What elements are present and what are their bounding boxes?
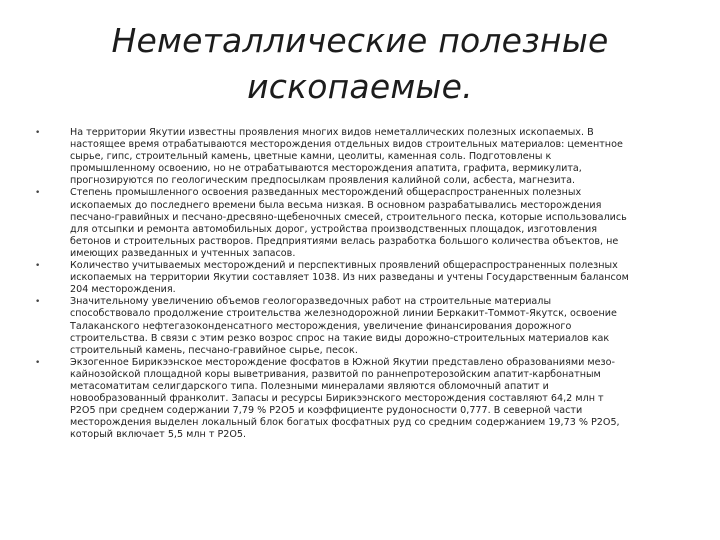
bullet-item-deposit-count (35, 260, 703, 296)
bullet-item-exploration-growth (35, 296, 703, 356)
bullet-text-line: На территории Якутии известны проявления многих видов неметаллических полезных ископаемых. В (70, 127, 594, 138)
bullet-text-line: способствовало продолжение строительства железнодорожной линии Беркакит-Томмот-Якутск, освоение (70, 308, 617, 320)
page-title (60, 18, 660, 110)
bullet-text-line: ископаемых на территории Якутии составляет 1038. Из них разведаны и учтены Государственным балансом (70, 272, 629, 284)
bullet-text-line: для отсыпки и ремонта автомобильных дорог, устройства производственных площадок, изготовления (70, 223, 598, 235)
bullet-text-line: Степень промышленного освоения разведанных месторождений общераспространенных полезных (70, 187, 582, 199)
bullet-text-line: строительства. В связи с этим резко возрос спрос на такие виды дорожно-строительных материалов как (70, 332, 610, 344)
bullet-text-line: сырье, гипс, строительный камень, цветные камни, цеолиты, каменная соль. Подготовлены к (70, 151, 552, 163)
bullet-marker: • (35, 297, 41, 308)
bullet-text-line: прогнозируются по геологическим предпосылкам проявления калийной соли, асбеста, магнезита. (70, 175, 576, 187)
bullet-text-line: ископаемых до последнего времени была весьма низкая. В основном разрабатывались месторождения (70, 199, 602, 211)
bullet-marker: • (35, 128, 41, 138)
bullet-marker: • (35, 357, 41, 368)
bullet-text-line: Количество учитываемых месторождений и перспективных проявлений общераспространенных полезных (70, 260, 618, 272)
bullet-text-line: Талаканского нефтегазоконденсатного месторождения, увеличение финансирования дорожного (70, 320, 572, 332)
bullet-text-line: строительный камень, песчано-гравийное сырье, песок. (70, 344, 358, 356)
bullet-text-line: песчано-гравийных и песчано-дресвяно-щебеночных смесей, строительного песка, которые использовались (70, 211, 627, 223)
bullet-item-development-degree (35, 187, 703, 260)
bullet-marker: • (35, 188, 41, 199)
bullet-text-line: промышленному освоению, но не отрабатываются месторождения апатита, графита, вермикулита, (70, 163, 582, 175)
bullet-text-line: настоящее время отрабатываются месторождения отдельных видов строительных материалов: цементное (70, 139, 623, 151)
bullet-text-line: месторождения выделен локальный блок богатых фосфатных руд со средним содержанием 19,73 % P2O5, (70, 417, 620, 429)
bullet-list (35, 127, 703, 441)
bullet-marker: • (35, 261, 41, 272)
bullet-text-line: Экзогенное Бирикээнское месторождение фосфатов в Южной Якутии представлено образованиями мезо- (70, 356, 615, 368)
bullet-text-line: новообразованный франколит. Запасы и ресурсы Бирикээнского месторождения составляют 64,2 млн т (70, 393, 604, 405)
bullet-text-line: Значительному увеличению объемов геологоразведочных работ на строительные материалы (70, 296, 552, 308)
bullet-item-phosphate-deposit (35, 357, 703, 442)
bullet-text-line: P2O5 при среднем содержании 7,79 % P2O5 и коэффициенте рудоносности 0,777. В северной части (70, 405, 583, 417)
bullet-text-line: кайнозойской площадной коры выветривания, развитой по раннепротерозойским апатит-карбонатным (70, 368, 601, 380)
bullet-text-line: бетонов и строительных растворов. Предприятиями велась разработка большого количества объектов, не (70, 235, 619, 247)
bullet-text-line: который включает 5,5 млн т P2O5. (70, 429, 247, 441)
bullet-text-line: 204 месторождения. (70, 284, 176, 296)
bullet-text-line: имеющих разведанных и учтенных запасов. (70, 247, 296, 259)
title-line-1: Неметаллические полезные (111, 21, 609, 60)
bullet-text-line: метасоматитам селигдарского типа. Полезными минералами являются обломочный апатит и (70, 380, 549, 392)
title-line-2: ископаемые. (247, 67, 473, 106)
bullet-item-industrial-minerals (35, 127, 703, 187)
